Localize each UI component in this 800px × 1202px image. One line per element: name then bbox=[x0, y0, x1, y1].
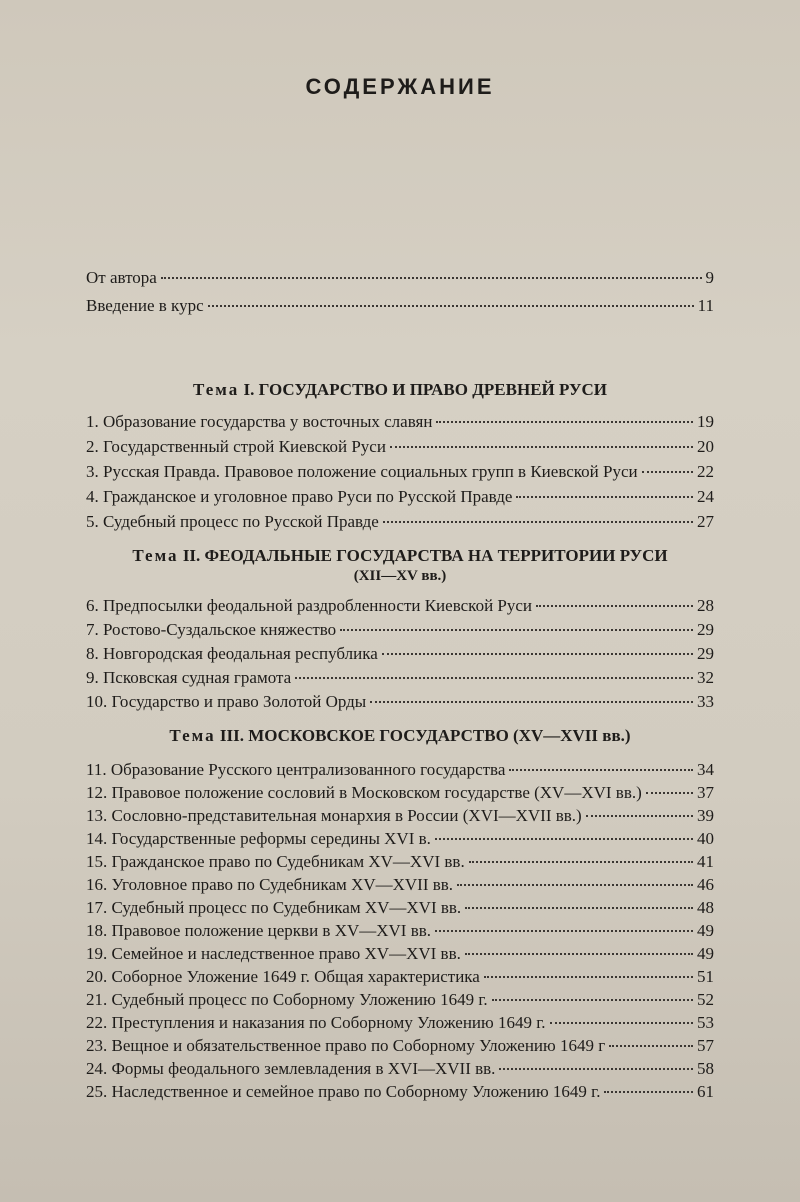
section-tema-word: Тема bbox=[169, 726, 216, 745]
toc-entry-page: 28 bbox=[697, 596, 714, 615]
dot-leader bbox=[435, 838, 693, 840]
toc-entry bbox=[86, 783, 714, 803]
dot-leader bbox=[469, 861, 693, 863]
toc-entry-page: 41 bbox=[697, 852, 714, 871]
toc-entry-text: 13. Сословно-представительная монархия в России (XVI—XVII вв.) bbox=[86, 806, 582, 825]
toc-entry-page: 52 bbox=[697, 990, 714, 1009]
toc-entry bbox=[86, 852, 714, 872]
toc-entry-text: 15. Гражданское право по Судебникам XV—XVI вв. bbox=[86, 852, 465, 871]
toc-entry-text: 3. Русская Правда. Правовое положение социальных групп в Киевской Руси bbox=[86, 462, 638, 481]
toc-entry bbox=[86, 921, 714, 941]
page-title: СОДЕРЖАНИЕ bbox=[305, 74, 495, 99]
toc-entry bbox=[86, 1059, 714, 1079]
dot-leader bbox=[465, 907, 693, 909]
toc-entry-text: 4. Гражданское и уголовное право Руси по Русской Правде bbox=[86, 487, 513, 506]
toc-entry bbox=[86, 990, 714, 1010]
dot-leader bbox=[604, 1091, 693, 1093]
toc-entry-text: Введение в курс bbox=[86, 296, 204, 315]
section-heading-text: II. ФЕОДАЛЬНЫЕ ГОСУДАРСТВА НА ТЕРРИТОРИИ РУСИ bbox=[182, 546, 668, 565]
toc-entry-text: 12. Правовое положение сословий в Московском государстве (XV—XVI вв.) bbox=[86, 783, 642, 802]
dot-leader bbox=[457, 884, 693, 886]
dot-leader bbox=[586, 815, 693, 817]
dot-leader bbox=[161, 277, 702, 279]
dot-leader bbox=[536, 605, 693, 607]
toc-entry-page: 46 bbox=[697, 875, 714, 894]
toc-entry bbox=[86, 668, 714, 688]
toc-entry-text: 19. Семейное и наследственное право XV—XVI вв. bbox=[86, 944, 461, 963]
toc-entry-text: 22. Преступления и наказания по Соборному Уложению 1649 г. bbox=[86, 1013, 546, 1032]
toc-entry-text: 1. Образование государства у восточных славян bbox=[86, 412, 433, 431]
dot-leader bbox=[295, 677, 693, 679]
toc-entry-page: 19 bbox=[697, 412, 714, 431]
toc-entry bbox=[86, 644, 714, 664]
dot-leader bbox=[436, 421, 693, 423]
toc-entry-text: 14. Государственные реформы середины XVI в. bbox=[86, 829, 431, 848]
toc-entry-text: 6. Предпосылки феодальной раздробленности Киевской Руси bbox=[86, 596, 533, 615]
dot-leader bbox=[435, 930, 693, 932]
toc-entry-page: 57 bbox=[697, 1036, 714, 1055]
toc-entry-page: 53 bbox=[697, 1013, 714, 1032]
toc-entry-page: 58 bbox=[697, 1059, 714, 1078]
dot-leader bbox=[370, 701, 693, 703]
dot-leader bbox=[509, 769, 693, 771]
dot-leader bbox=[516, 496, 693, 498]
toc-entry-page: 34 bbox=[697, 760, 714, 779]
toc-entry bbox=[86, 437, 714, 457]
toc-entry bbox=[86, 462, 714, 482]
toc-entry bbox=[86, 412, 714, 432]
toc-entry bbox=[86, 944, 714, 964]
toc-entry-page: 9 bbox=[705, 268, 714, 287]
section-subheading-2: (XII—XV вв.) bbox=[353, 568, 447, 584]
toc-entry-page: 48 bbox=[697, 898, 714, 917]
toc-entry-text: 20. Соборное Уложение 1649 г. Общая характеристика bbox=[86, 967, 480, 986]
toc-entry-text: 9. Псковская судная грамота bbox=[86, 668, 292, 687]
dot-leader bbox=[340, 629, 693, 631]
toc-entry-page: 49 bbox=[697, 921, 714, 940]
dot-leader bbox=[208, 305, 694, 307]
toc-entry-text: 8. Новгородская феодальная республика bbox=[86, 644, 378, 663]
dot-leader bbox=[550, 1022, 693, 1024]
toc-entry-page: 37 bbox=[697, 783, 714, 802]
toc-entry-front-0 bbox=[86, 268, 714, 288]
toc-entry bbox=[86, 620, 714, 640]
toc-entry bbox=[86, 1013, 714, 1033]
toc-entry-page: 32 bbox=[697, 668, 714, 687]
toc-entry bbox=[86, 760, 714, 780]
dot-leader bbox=[642, 471, 693, 473]
toc-entry bbox=[86, 806, 714, 826]
toc-entry-text: 16. Уголовное право по Судебникам XV—XVII вв. bbox=[86, 875, 454, 894]
toc-entry-front-1 bbox=[86, 296, 714, 316]
section-heading-3 bbox=[0, 726, 800, 746]
toc-entry-text: От автора bbox=[86, 268, 157, 287]
toc-entry-text: 5. Судебный процесс по Русской Правде bbox=[86, 512, 379, 531]
section-tema-word: Тема bbox=[132, 546, 179, 565]
dot-leader bbox=[499, 1068, 693, 1070]
toc-entry-text: 23. Вещное и обязательственное право по Соборному Уложению 1649 г bbox=[86, 1036, 606, 1055]
toc-entry bbox=[86, 875, 714, 895]
section-heading-2 bbox=[0, 546, 800, 566]
toc-entry bbox=[86, 829, 714, 849]
toc-entry-page: 49 bbox=[697, 944, 714, 963]
dot-leader bbox=[609, 1045, 693, 1047]
toc-entry bbox=[86, 1036, 714, 1056]
dot-leader bbox=[390, 446, 693, 448]
toc-entry-page: 61 bbox=[697, 1082, 714, 1101]
toc-entry-page: 29 bbox=[697, 644, 714, 663]
toc-entry-page: 29 bbox=[697, 620, 714, 639]
dot-leader bbox=[484, 976, 693, 978]
toc-entry-text: 24. Формы феодального землевладения в XVI—XVII вв. bbox=[86, 1059, 496, 1078]
section-heading-1 bbox=[0, 380, 800, 400]
dot-leader bbox=[383, 521, 693, 523]
toc-entry bbox=[86, 1082, 714, 1102]
toc-entry-page: 39 bbox=[697, 806, 714, 825]
dot-leader bbox=[492, 999, 693, 1001]
toc-entry bbox=[86, 692, 714, 712]
toc-entry-text: 2. Государственный строй Киевской Руси bbox=[86, 437, 386, 456]
toc-entry bbox=[86, 898, 714, 918]
toc-entry bbox=[86, 487, 714, 507]
section-tema-word: Тема bbox=[193, 380, 240, 399]
toc-entry-page: 33 bbox=[697, 692, 714, 711]
toc-entry-page: 40 bbox=[697, 829, 714, 848]
toc-entry bbox=[86, 967, 714, 987]
section-heading-text: III. МОСКОВСКОЕ ГОСУДАРСТВО (XV—XVII вв.) bbox=[219, 726, 631, 745]
toc-entry bbox=[86, 596, 714, 616]
toc-entry bbox=[86, 512, 714, 532]
toc-entry-page: 20 bbox=[697, 437, 714, 456]
toc-entry-page: 51 bbox=[697, 967, 714, 986]
toc-entry-text: 18. Правовое положение церкви в XV—XVI вв. bbox=[86, 921, 432, 940]
toc-entry-page: 27 bbox=[697, 512, 714, 531]
dot-leader bbox=[646, 792, 693, 794]
dot-leader bbox=[382, 653, 693, 655]
toc-entry-page: 11 bbox=[697, 296, 714, 315]
toc-entry-text: 25. Наследственное и семейное право по Соборному Уложению 1649 г. bbox=[86, 1082, 601, 1101]
toc-entry-text: 17. Судебный процесс по Судебникам XV—XVI вв. bbox=[86, 898, 462, 917]
dot-leader bbox=[465, 953, 693, 955]
toc-entry-text: 7. Ростово-Суздальское княжество bbox=[86, 620, 337, 639]
toc-entry-text: 10. Государство и право Золотой Орды bbox=[86, 692, 367, 711]
toc-entry-text: 21. Судебный процесс по Соборному Уложению 1649 г. bbox=[86, 990, 488, 1009]
toc-entry-text: 11. Образование Русского централизованного государства bbox=[86, 760, 506, 779]
section-heading-text: I. ГОСУДАРСТВО И ПРАВО ДРЕВНЕЙ РУСИ bbox=[243, 380, 607, 399]
toc-entry-page: 24 bbox=[697, 487, 714, 506]
toc-entry-page: 22 bbox=[697, 462, 714, 481]
